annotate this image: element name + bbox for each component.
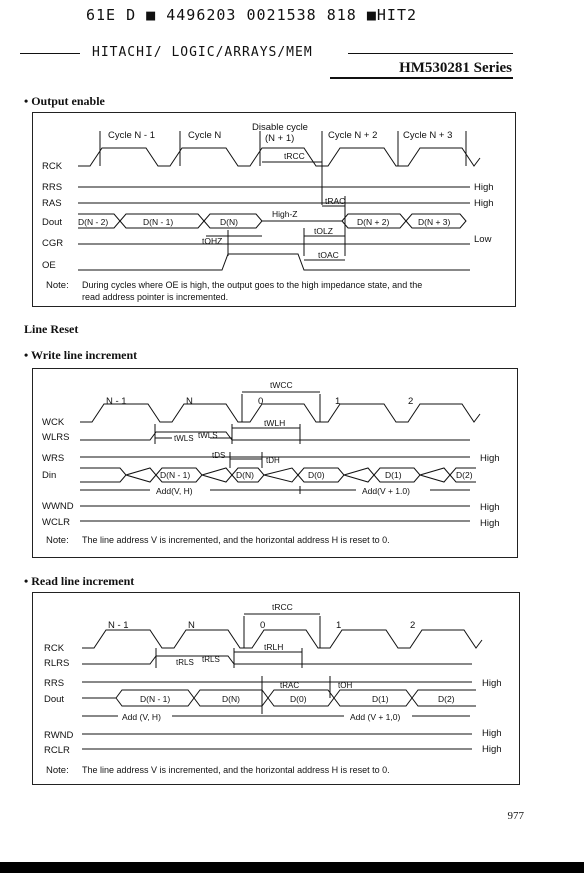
rl-data-label: D(N) bbox=[222, 694, 240, 704]
rl-timing-label: tRLS bbox=[202, 655, 220, 664]
rl-addr-label: Add (V, H) bbox=[122, 712, 161, 722]
wl-data-label: D(N - 1) bbox=[160, 470, 191, 480]
rl-data-label: D(1) bbox=[372, 694, 389, 704]
oe-note-text: read address pointer is incremented. bbox=[82, 292, 229, 302]
rl-timing-label: tOH bbox=[338, 681, 353, 690]
oe-level-label: High bbox=[474, 182, 494, 193]
oe-signal-label: OE bbox=[42, 260, 56, 271]
rl-data-label: D(0) bbox=[290, 694, 307, 704]
wl-addr-label: Add(V, H) bbox=[156, 486, 193, 496]
rl-cycle-label: 0 bbox=[260, 620, 266, 631]
rl-level-label: High bbox=[482, 678, 502, 689]
oe-timing-label: tRAC bbox=[325, 196, 346, 206]
oe-timing-label: tOAC bbox=[318, 250, 339, 260]
wl-data-label: D(0) bbox=[308, 470, 325, 480]
rl-note-text: The line address V is incremented, and the horizontal address H is reset to 0. bbox=[82, 765, 390, 775]
rl-cycle-label: 2 bbox=[410, 620, 416, 631]
oe-data-label: D(N - 2) bbox=[78, 217, 109, 227]
oe-level-label: Low bbox=[474, 234, 492, 245]
oe-data-label: D(N - 1) bbox=[143, 217, 174, 227]
wl-signal-label: WWND bbox=[42, 501, 74, 512]
wl-note-label: Note: bbox=[46, 535, 69, 546]
rl-signal-label: RCK bbox=[44, 643, 65, 654]
oe-cycle-label: Cycle N - 1 bbox=[108, 130, 155, 141]
rl-level-label: High bbox=[482, 744, 502, 755]
oe-signal-label: Dout bbox=[42, 217, 63, 228]
rl-cycle-label: 1 bbox=[336, 620, 342, 631]
oe-cycle-label: Cycle N + 3 bbox=[403, 130, 453, 141]
wl-signal-label: WCK bbox=[42, 417, 65, 428]
oe-signal-label: RRS bbox=[42, 182, 63, 193]
rl-signal-label: RCLR bbox=[44, 745, 70, 756]
page-number: 977 bbox=[507, 810, 524, 822]
oe-cycle-label: Disable cycle bbox=[252, 122, 308, 133]
wl-data-label: D(2) bbox=[456, 470, 473, 480]
read-line-heading: • Read line increment bbox=[24, 574, 135, 588]
series-title: HM530281 Series bbox=[399, 60, 512, 76]
oe-note-text: During cycles where OE is high, the output goes to the high impedance state, and the bbox=[82, 280, 423, 290]
oe-timing-label: tOLZ bbox=[314, 226, 333, 236]
rl-timing-label: tRAC bbox=[280, 681, 300, 690]
rl-cycle-label: N bbox=[188, 620, 195, 631]
scan-bottom-edge bbox=[0, 862, 584, 873]
oe-data-label: High-Z bbox=[272, 209, 298, 219]
oe-data-label: D(N) bbox=[220, 217, 238, 227]
rl-cycle-label: N - 1 bbox=[108, 620, 129, 631]
rl-timing-label: tRCC bbox=[272, 602, 293, 612]
line-reset-heading: Line Reset bbox=[24, 322, 79, 336]
wl-timing-label: tWLH bbox=[264, 418, 286, 428]
wl-signal-label: WLRS bbox=[42, 432, 70, 443]
category-header: HITACHI/ LOGIC/ARRAYS/MEM bbox=[92, 45, 313, 60]
wl-cycle-label: N bbox=[186, 396, 193, 407]
wl-cycle-label: 0 bbox=[258, 396, 264, 407]
wl-data-label: D(N) bbox=[236, 470, 254, 480]
rl-signal-label: Dout bbox=[44, 694, 65, 705]
wl-timing-label: tWLS bbox=[174, 434, 194, 443]
wl-signal-label: WRS bbox=[42, 453, 65, 464]
wl-data-label: D(1) bbox=[385, 470, 402, 480]
wl-timing-label: tWCC bbox=[270, 380, 293, 390]
rl-rlrs-waveform bbox=[82, 656, 472, 664]
rl-signal-label: RRS bbox=[44, 678, 65, 689]
wl-timing-label: tDH bbox=[266, 456, 280, 465]
rl-timing-label: tRLS bbox=[176, 658, 194, 667]
rl-signal-label: RLRS bbox=[44, 658, 70, 669]
oe-data-label: D(N + 3) bbox=[418, 217, 451, 227]
oe-level-label: High bbox=[474, 198, 494, 209]
write-line-heading: • Write line increment bbox=[24, 348, 138, 362]
oe-signal-label: RCK bbox=[42, 161, 63, 172]
oe-cycle-label: Cycle N bbox=[188, 130, 222, 141]
wl-cycle-label: 1 bbox=[335, 396, 341, 407]
rl-addr-label: Add (V + 1,0) bbox=[350, 712, 401, 722]
wl-cycle-label: N - 1 bbox=[106, 396, 127, 407]
wl-timing-label: tWLS bbox=[198, 431, 218, 440]
rl-data-label: D(N - 1) bbox=[140, 694, 171, 704]
wl-level-label: High bbox=[480, 518, 500, 529]
wl-signal-label: WCLR bbox=[42, 517, 70, 528]
wl-timing-label: tDS bbox=[212, 451, 226, 460]
oe-note-label: Note: bbox=[46, 280, 69, 291]
wl-addr-label: Add(V + 1.0) bbox=[362, 486, 410, 496]
oe-timing-label: tOHZ bbox=[202, 236, 223, 246]
oe-cycle-label: Cycle N + 2 bbox=[328, 130, 378, 141]
oe-signal-label: RAS bbox=[42, 198, 62, 209]
oe-signal-label: CGR bbox=[42, 238, 64, 249]
wl-level-label: High bbox=[480, 502, 500, 513]
wl-level-label: High bbox=[480, 453, 500, 464]
wl-note-text: The line address V is incremented, and the horizontal address H is reset to 0. bbox=[82, 535, 390, 545]
rl-data-label: D(2) bbox=[438, 694, 455, 704]
rl-timing-label: tRLH bbox=[264, 642, 284, 652]
rl-signal-label: RWND bbox=[44, 730, 74, 741]
oe-cycle-label: (N + 1) bbox=[265, 133, 295, 144]
wl-cycle-label: 2 bbox=[408, 396, 414, 407]
wl-signal-label: Din bbox=[42, 470, 57, 481]
oe-data-label: D(N + 2) bbox=[357, 217, 390, 227]
rl-level-label: High bbox=[482, 728, 502, 739]
scan-header-code: 61E D ■ 4496203 0021538 818 ■HIT2 bbox=[86, 6, 418, 24]
rl-note-label: Note: bbox=[46, 765, 69, 776]
oe-timing-label: tRCC bbox=[284, 151, 305, 161]
output-enable-heading: • Output enable bbox=[24, 94, 105, 108]
